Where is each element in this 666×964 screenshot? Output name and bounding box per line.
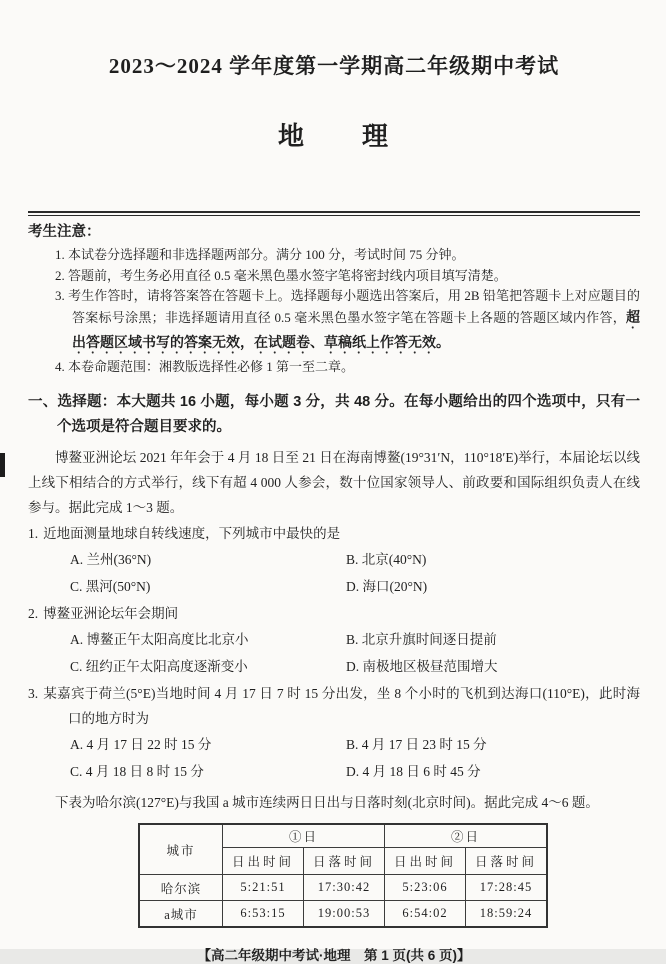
question-3-option-d: D. 4 月 18 日 6 时 45 分 [346, 764, 481, 779]
question-3-stem [28, 681, 640, 731]
page-footer: 【高二年级期中考试·地理 第 1 页(共 6 页)】 [197, 948, 471, 963]
question-2-option-c: C. 纽约正午太阳高度逐渐变小 [70, 659, 248, 674]
question-3-option-b: B. 4 月 17 日 23 时 15 分 [346, 737, 487, 752]
notice-item-3 [55, 286, 640, 357]
table-cell-harbin-sunset-1: 17:30:42 [304, 875, 385, 901]
notice-heading: 考生注意： [28, 224, 101, 240]
question-1-text: 近地面测量地球自转线速度，下列城市中最快的是 [43, 526, 341, 541]
question-2-options [70, 626, 640, 680]
notice-items [55, 245, 640, 377]
question-2-stem [28, 601, 640, 626]
question-1-options [70, 546, 640, 600]
question-3-option-a: A. 4 月 17 日 22 时 15 分 [70, 737, 212, 752]
notice-item-3-emphasized-text: 超出答题区域书写的答案无效，在试题卷、草稿纸上作答无效。 [72, 308, 640, 350]
question-1-stem [28, 521, 640, 546]
question-1-option-c: C. 黑河(50°N) [70, 579, 151, 594]
table-cell-city-harbin: 哈尔滨 [139, 875, 223, 901]
notice-section [28, 221, 640, 377]
question-1-option-a: A. 兰州(36°N) [70, 552, 152, 567]
notice-item-2: 2. 答题前，考生务必用直径 0.5 毫米黑色墨水签字笔将密封线内项目填写清楚。 [55, 267, 507, 283]
table-header-day1: ①日 [223, 824, 385, 848]
table-cell-harbin-sunset-2: 17:28:45 [466, 875, 548, 901]
notice-item-4: 4. 本卷命题范围：湘教版选择性必修 1 第一至二章。 [55, 358, 355, 374]
question-1 [28, 521, 640, 600]
passage-boao-forum: 博鳌亚洲论坛 2021 年年会于 4 月 18 日至 21 日在海南博鳌(19°31′N，110°18′E)举行，本届论坛以线上线下相结合的方式举行，线下有超 4 000 人参会，数十位国家领导人、前政要和国际组织负责人在线参与。据此完成 1～3 题。 [28, 450, 640, 515]
table-cell-city-a-sunrise-1: 6:53:15 [223, 901, 304, 928]
subject-title: 地 理 [277, 122, 390, 151]
question-3-options [70, 731, 640, 785]
table-header-sunrise-1: 日出时间 [223, 848, 304, 875]
question-2 [28, 601, 640, 680]
question-2-option-b: B. 北京升旗时间逐日提前 [346, 632, 497, 647]
question-2-option-d: D. 南极地区极昼范围增大 [346, 659, 498, 674]
exam-title: 2023～2024 学年度第一学期高二年级期中考试 [108, 54, 560, 78]
question-2-option-a: A. 博鳌正午太阳高度比北京小 [70, 632, 249, 647]
notice-item-3-text: 3. 考生作答时，请将答案答在答题卡上。选择题每小题选出答案后，用 2B 铅笔把答题卡上对应题目的答案标号涂黑；非选择题请用直径 0.5 毫米黑色墨水签字笔在答题卡上各题的答题区域内作答， [55, 288, 640, 325]
question-1-option-b: B. 北京(40°N) [346, 552, 427, 567]
table-cell-city-a-sunset-1: 19:00:53 [304, 901, 385, 928]
table-cell-city-a-sunset-2: 18:59:24 [466, 901, 548, 928]
question-1-option-d: D. 海口(20°N) [346, 579, 428, 594]
question-2-text: 博鳌亚洲论坛年会期间 [43, 606, 179, 621]
table-header-sunrise-2: 日出时间 [385, 848, 466, 875]
question-3 [28, 681, 640, 785]
question-3-text: 某嘉宾于荷兰(5°E)当地时间 4 月 17 日 7 时 15 分出发，坐 8 个小时的飞机到达海口(110°E)，此时海口的地方时为 [43, 686, 640, 726]
table-cell-harbin-sunrise-1: 5:21:51 [223, 875, 304, 901]
table-cell-city-a: a城市 [139, 901, 223, 928]
question-1-number: 1. [28, 526, 39, 541]
section-1-heading: 一、选择题：本大题共 16 小题，每小题 3 分，共 48 分。在每小题给出的四个选项中，只有一个选项是符合题目要求的。 [28, 394, 640, 435]
table-header-sunset-1: 日落时间 [304, 848, 385, 875]
header-divider [28, 211, 640, 216]
question-3-option-c: C. 4 月 18 日 8 时 15 分 [70, 764, 204, 779]
table-cell-city-a-sunrise-2: 6:54:02 [385, 901, 466, 928]
notice-item-1: 1. 本试卷分选择题和非选择题两部分。满分 100 分，考试时间 75 分钟。 [55, 247, 465, 262]
question-2-number: 2. [28, 606, 39, 621]
table-row-city-a [139, 901, 547, 928]
sunrise-sunset-table [138, 823, 548, 928]
scan-edge-artifact [0, 453, 5, 477]
table-header-day2: ②日 [385, 824, 548, 848]
question-3-number: 3. [28, 686, 39, 701]
table-header-sunset-2: 日落时间 [466, 848, 548, 875]
table-header-row-days [139, 824, 547, 848]
table-header-city: 城市 [139, 824, 223, 875]
table-row-harbin [139, 875, 547, 901]
table-cell-harbin-sunrise-2: 5:23:06 [385, 875, 466, 901]
passage-sunrise-table-intro: 下表为哈尔滨(127°E)与我国 a 城市连续两日日出与日落时刻(北京时间)。据此完成 4～6 题。 [55, 795, 599, 810]
